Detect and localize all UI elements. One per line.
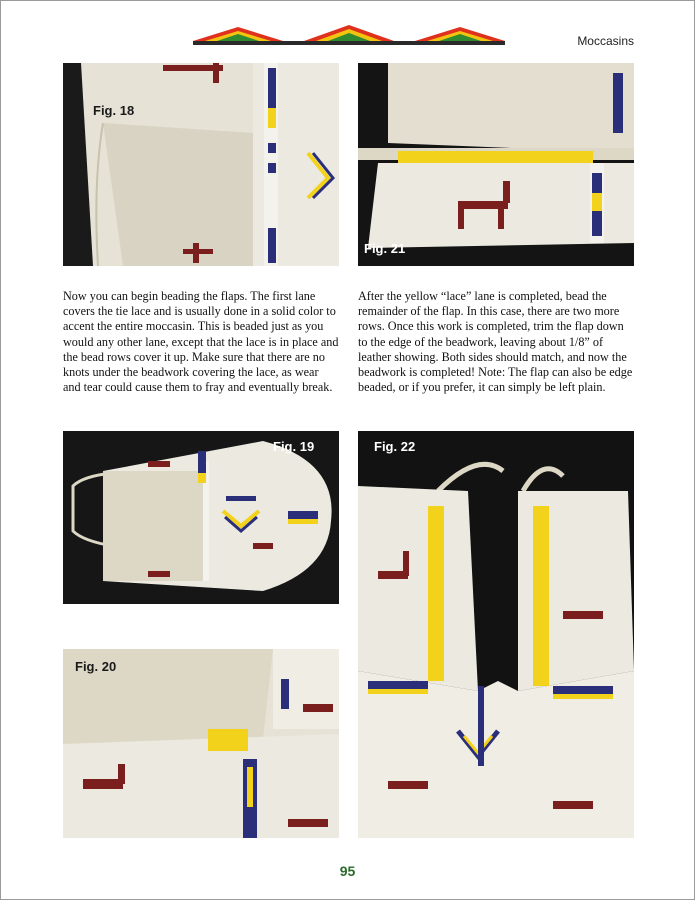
beaded-triangle-right: [415, 27, 505, 41]
photo-fig-20: [63, 649, 339, 838]
photo-fig-18: [63, 63, 339, 266]
fig-19-label: Fig. 19: [273, 439, 315, 454]
photo-fig-21: [358, 63, 634, 266]
page-number: 95: [339, 863, 356, 879]
photo-fig-22: [358, 431, 634, 838]
left-paragraph: Now you can begin beading the flaps. The first lane covers the tie lace and is usually done in a solid color to accent the entire moccasin. This is beaded just as you would any other lane, except that the lace is in place and the bead rows cover it up. Make sure that there are no knots under the beadwork covering the lace, as wear and tear could cause them to fray and eventually break.: [63, 289, 339, 395]
section-title: Moccasins: [577, 34, 634, 48]
fig-20-label: Fig. 20: [75, 659, 117, 674]
beaded-triangle-center: [304, 25, 394, 41]
header-beadwork-band: [193, 23, 505, 47]
photo-fig-19: [63, 431, 339, 604]
right-paragraph: After the yellow “lace” lane is completed, bead the remainder of the flap. In this case, there are two more rows. Once this work is completed, trim the flap down to the edge of the beadwork, leaving about 1/8” of leather showing. Both sides should match, and now the beadwork is completed! Note: The flap can also be edge beaded, or if you prefer, it can simply be left plain.: [358, 289, 633, 395]
fig-22-label: Fig. 22: [374, 439, 416, 454]
fig-18-label: Fig. 18: [93, 103, 135, 118]
fig-21-label: Fig. 21: [364, 241, 406, 256]
beaded-triangle-left: [193, 27, 283, 41]
